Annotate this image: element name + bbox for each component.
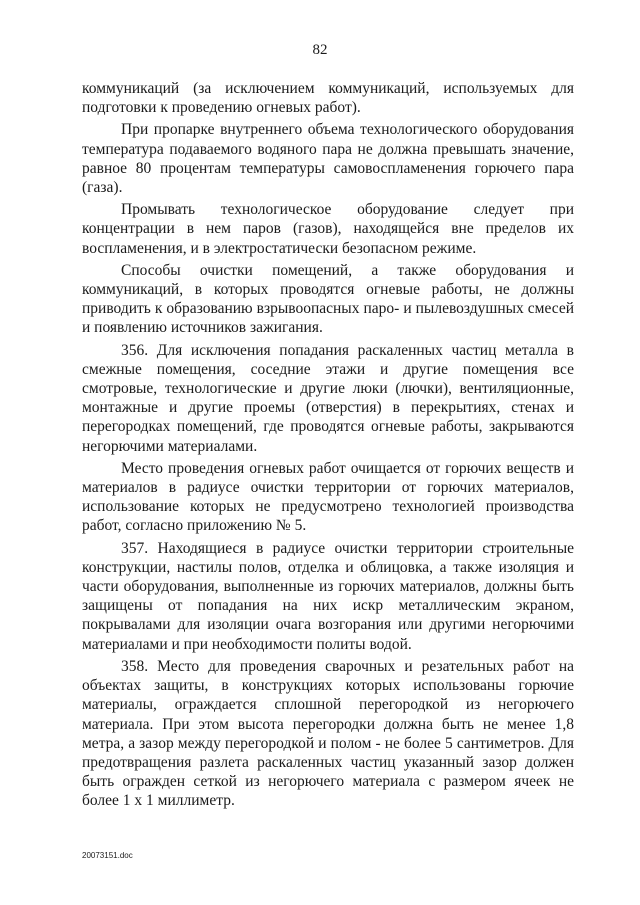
footer-filename: 20073151.doc (82, 851, 133, 860)
paragraph: коммуникаций (за исключением коммуникаций, используемых для подготовки к проведению огневых работ). (82, 80, 574, 117)
page-number: 82 (312, 42, 328, 58)
paragraph-356: 356. Для исключения попадания раскаленных частиц металла в смежные помещения, соседние этажи и другие помещения все смотровые, технологические и другие люки (лючки), вентиляционные, монтажные и другие проемы (отверстия) в перекрытиях, стенах и перегородках помещений, где проводятся огневые работы, закрываются негорючими материалами. (82, 341, 574, 455)
paragraph: Промывать технологическое оборудование следует при концентрации в нем паров (газов), находящейся вне пределов их воспламенения, и в электростатически безопасном режиме. (82, 201, 574, 257)
paragraph-358: 358. Место для проведения сварочных и резательных работ на объектах защиты, в конструкциях которых использованы горючие материалы, ограждается сплошной перегородкой из негорючего материала. При этом высота перегородки должна быть не менее 1,8 метра, а зазор между перегородкой и полом - не более 5 сантиметров. Для предотвращения разлета раскаленных частиц указанный зазор должен быть огражден сеткой из негорючего материала с размером ячеек не более 1 x 1 миллиметр. (82, 657, 574, 810)
paragraph: Место проведения огневых работ очищается от горючих веществ и материалов в радиусе очистки территории от горючих материалов, использование которых не предусмотрено технологией производства работ, согласно приложению № 5. (82, 459, 574, 535)
document-body (82, 79, 574, 814)
paragraph: При пропарке внутреннего объема технологического оборудования температура подаваемого водяного пара не должна превышать значение, равное 80 процентам температуры самовоспламенения горючего пара (газа). (82, 121, 574, 197)
paragraph: Способы очистки помещений, а также оборудования и коммуникаций, в которых проводятся огневые работы, не должны приводить к образованию взрывоопасных паро- и пылевоздушных смесей и появлению источников зажигания. (82, 261, 574, 337)
paragraph-357: 357. Находящиеся в радиусе очистки территории строительные конструкции, настилы полов, отделка и облицовка, а также изоляция и части оборудования, выполненные из горючих материалов, должны быть защищены от попадания на них искр металлическим экраном, покрывалами для изоляции очага возгорания или другими негорючими материалами и при необходимости политы водой. (82, 539, 574, 653)
